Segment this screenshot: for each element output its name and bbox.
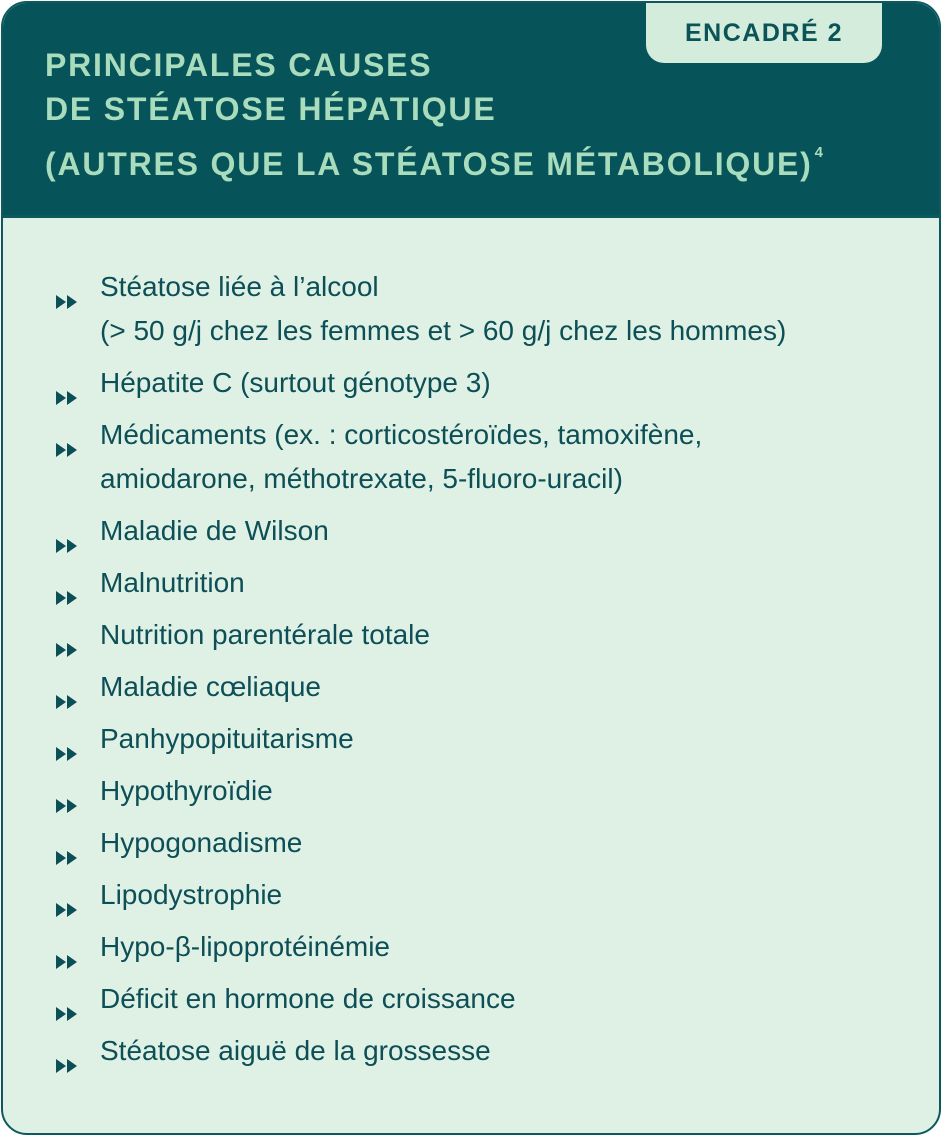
box-tag: ENCADRÉ 2 [646, 3, 882, 63]
list-item [55, 1029, 786, 1073]
double-chevron-right-icon [55, 427, 81, 443]
title-reference-superscript: 4 [814, 144, 823, 161]
title-line-3 [45, 131, 823, 186]
title-line-1: PRINCIPALES CAUSES [45, 47, 433, 83]
double-chevron-right-icon [55, 627, 81, 643]
list-item [55, 977, 786, 1021]
list-item [55, 873, 786, 917]
double-chevron-right-icon [55, 939, 81, 955]
list-item [55, 613, 786, 657]
double-chevron-right-icon [55, 1043, 81, 1059]
list-item-text: Stéatose liée à l’alcool [100, 271, 379, 302]
double-chevron-right-icon [55, 523, 81, 539]
list-item [55, 561, 786, 605]
causes-list [55, 265, 786, 1081]
list-item-text: Hypo-β-lipoprotéinémie [100, 931, 391, 962]
list-item [55, 717, 786, 761]
double-chevron-right-icon [55, 783, 81, 799]
title-line-2: DE STÉATOSE HÉPATIQUE [45, 91, 497, 127]
list-item [55, 413, 786, 501]
list-item [55, 665, 786, 709]
double-chevron-right-icon [55, 731, 81, 747]
list-item-text-cont: amiodarone, méthotrexate, 5-fluoro-uracil) [100, 463, 623, 494]
list-item-text: Malnutrition [100, 567, 245, 598]
list-item-text-cont: (> 50 g/j chez les femmes et > 60 g/j chez les hommes) [100, 315, 787, 346]
list-item-text: Médicaments (ex. : corticostéroïdes, tamoxifène, [100, 419, 703, 450]
double-chevron-right-icon [55, 991, 81, 1007]
list-item-text: Hypogonadisme [100, 827, 303, 858]
list-item-text: Déficit en hormone de croissance [100, 983, 516, 1014]
list-item [55, 361, 786, 405]
title-line-3-text: (AUTRES QUE LA STÉATOSE MÉTABOLIQUE) [45, 146, 813, 182]
double-chevron-right-icon [55, 575, 81, 591]
box-title [45, 43, 823, 186]
list-item [55, 925, 786, 969]
double-chevron-right-icon [55, 279, 81, 295]
list-item [55, 769, 786, 813]
list-item [55, 821, 786, 865]
box-header [3, 3, 939, 215]
header-divider [3, 215, 939, 218]
list-item-text: Hypothyroïdie [100, 775, 273, 806]
double-chevron-right-icon [55, 679, 81, 695]
list-item-text: Maladie cœliaque [100, 671, 321, 702]
list-item [55, 509, 786, 553]
list-item-text: Nutrition parentérale totale [100, 619, 430, 650]
list-item-text: Stéatose aiguë de la grossesse [100, 1035, 491, 1066]
double-chevron-right-icon [55, 835, 81, 851]
list-item-text: Panhypopituitarisme [100, 723, 354, 754]
list-item-text: Maladie de Wilson [100, 515, 329, 546]
list-item-text: Hépatite C (surtout génotype 3) [100, 367, 491, 398]
info-box [1, 1, 941, 1135]
list-item-text: Lipodystrophie [100, 879, 283, 910]
double-chevron-right-icon [55, 887, 81, 903]
list-item [55, 265, 786, 353]
double-chevron-right-icon [55, 375, 81, 391]
